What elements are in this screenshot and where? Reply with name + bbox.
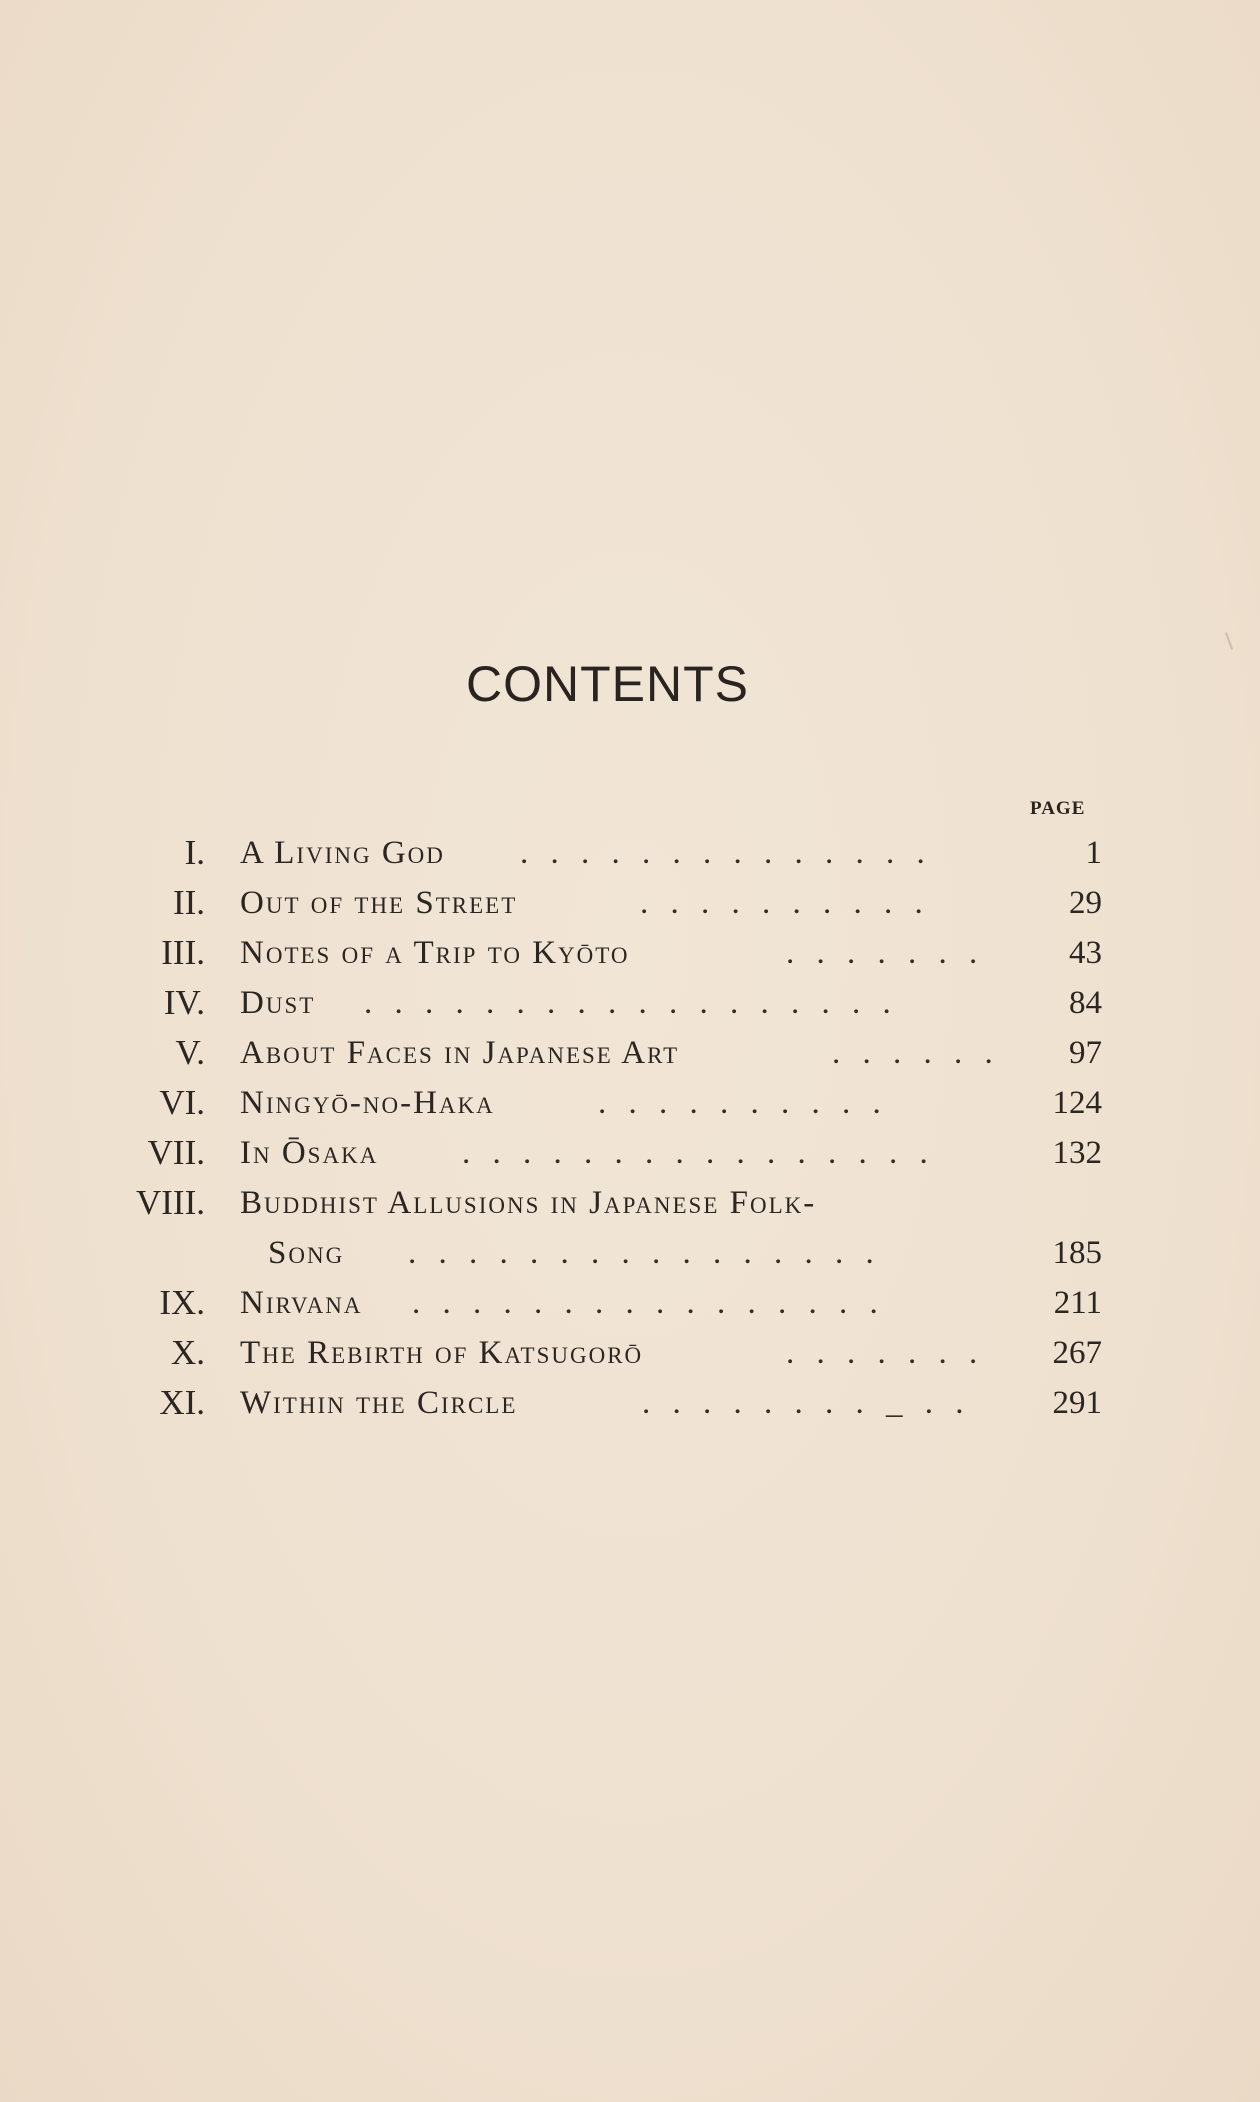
dot-leader: . . . . . . . . . . . . . . . . xyxy=(462,1135,935,1171)
toc-entry xyxy=(0,978,1260,1028)
paper-speck xyxy=(1225,632,1233,650)
chapter-numeral: I. xyxy=(184,833,205,872)
dot-leader: . . . . . . . . . . . . . . . . xyxy=(408,1235,881,1271)
chapter-numeral: V. xyxy=(175,1033,205,1072)
chapter-title: In Ōsaka xyxy=(240,1135,379,1171)
chapter-title: About Faces in Japanese Art xyxy=(240,1035,680,1071)
dot-leader: . . . . . . . . . . . . . . xyxy=(520,835,932,871)
page-number: 97 xyxy=(1069,1035,1102,1071)
dot-leader: . . . . . . . . . . xyxy=(598,1085,888,1121)
chapter-title: A Living God xyxy=(240,835,445,871)
toc-entry xyxy=(0,1078,1260,1128)
chapter-title: Within the Circle xyxy=(240,1385,518,1421)
page-number: 43 xyxy=(1069,935,1102,971)
chapter-title: Dust xyxy=(240,985,316,1021)
chapter-numeral: VIII. xyxy=(136,1183,205,1222)
page-number: 1 xyxy=(1085,835,1102,871)
chapter-numeral: X. xyxy=(170,1333,205,1372)
dot-leader: . . . . . . . . . . . . . . . . . . xyxy=(364,985,898,1021)
toc-entry xyxy=(0,828,1260,878)
page-number: 124 xyxy=(1052,1085,1102,1121)
toc-entry xyxy=(0,1378,1260,1428)
chapter-numeral: IV. xyxy=(163,983,205,1022)
chapter-numeral: II. xyxy=(172,883,205,922)
dot-leader: . . . . . . . . . . . . . . . . xyxy=(412,1285,885,1321)
toc-entry xyxy=(0,928,1260,978)
page-number: 267 xyxy=(1052,1335,1102,1371)
page-number: 211 xyxy=(1053,1285,1102,1321)
toc-entry xyxy=(0,1328,1260,1378)
chapter-title: Nirvana xyxy=(240,1285,363,1321)
chapter-title: The Rebirth of Katsugorō xyxy=(240,1335,644,1371)
chapter-title: Notes of a Trip to Kyōto xyxy=(240,935,630,971)
page-number: 291 xyxy=(1052,1385,1102,1421)
chapter-title: Song xyxy=(268,1235,345,1271)
toc-entry xyxy=(0,1228,1260,1278)
dot-leader: . . . . . . xyxy=(832,1035,1000,1071)
page-number: 132 xyxy=(1052,1135,1102,1171)
toc-entry xyxy=(0,878,1260,928)
page-number: 84 xyxy=(1069,985,1102,1021)
chapter-title: Buddhist Allusions in Japanese Folk- xyxy=(240,1185,817,1221)
toc-entry xyxy=(0,1178,1260,1228)
dot-leader: . . . . . . . xyxy=(786,1335,985,1371)
page-number: 29 xyxy=(1069,885,1102,921)
toc-entry xyxy=(0,1128,1260,1178)
chapter-numeral: VI. xyxy=(159,1083,205,1122)
chapter-numeral: III. xyxy=(161,933,205,972)
dot-leader: . . . . . . . xyxy=(786,935,985,971)
dot-leader: . . . . . . . . . . xyxy=(640,885,930,921)
chapter-numeral: VII. xyxy=(147,1133,205,1172)
dot-leader: . . . . . . . . _ . . xyxy=(642,1385,971,1421)
toc-entry xyxy=(0,1028,1260,1078)
page-title: CONTENTS xyxy=(466,656,749,712)
page-column-label: PAGE xyxy=(1030,798,1086,819)
toc-entry xyxy=(0,1278,1260,1328)
chapter-numeral: XI. xyxy=(159,1383,205,1422)
chapter-title: Ningyō-no-Haka xyxy=(240,1085,495,1121)
page-number: 185 xyxy=(1052,1235,1102,1271)
chapter-title: Out of the Street xyxy=(240,885,518,921)
chapter-numeral: IX. xyxy=(159,1283,205,1322)
